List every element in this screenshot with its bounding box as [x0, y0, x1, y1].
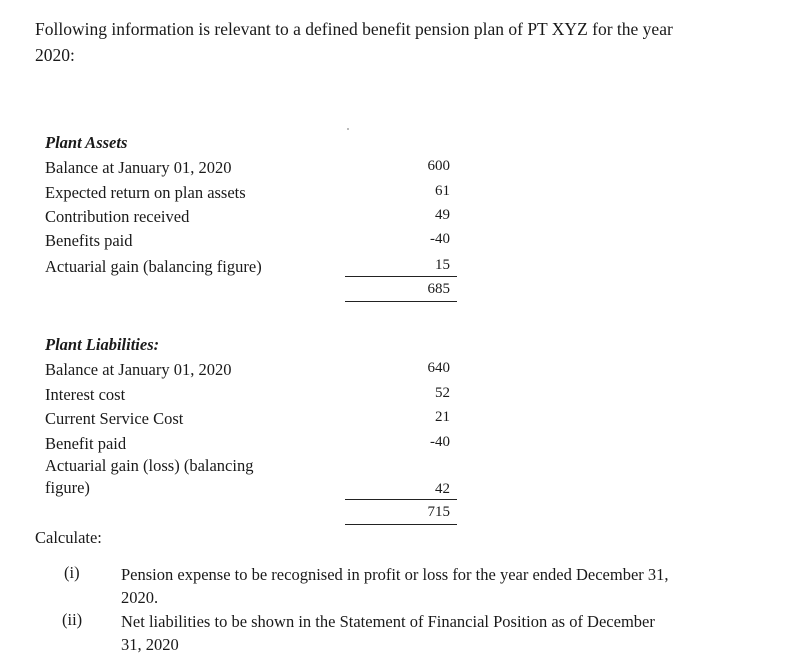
liabilities-total: 715	[427, 504, 450, 520]
calculate-label: Calculate:	[35, 528, 102, 547]
asset-row-label: Actuarial gain (balancing figure)	[45, 257, 262, 276]
intro-line-1: Following information is relevant to a defined benefit pension plan of PT XYZ for the year	[35, 19, 673, 39]
liability-row-value: 52	[435, 385, 450, 401]
intro-line-2: 2020:	[35, 45, 75, 65]
item-text-line: Pension expense to be recognised in profit or loss for the year ended December 31,	[121, 565, 669, 584]
liability-row-label-cont: figure)	[45, 478, 90, 497]
liability-row-value: 21	[435, 409, 450, 425]
liability-row-label: Current Service Cost	[45, 409, 184, 428]
asset-row-value: 15	[435, 257, 450, 273]
liability-row-value: 640	[427, 360, 450, 376]
asset-row-label: Contribution received	[45, 207, 190, 226]
intro-paragraph	[35, 16, 775, 68]
liability-row-label: Actuarial gain (loss) (balancing	[45, 456, 254, 475]
liability-row-value: 42	[435, 481, 450, 497]
liability-row-label: Balance at January 01, 2020	[45, 360, 232, 379]
asset-row-value: 600	[427, 158, 450, 174]
liability-row-label: Interest cost	[45, 385, 126, 404]
asset-row-label: Benefits paid	[45, 231, 133, 250]
subtotal-rule	[345, 499, 457, 500]
total-rule	[345, 301, 457, 302]
asset-row-label: Expected return on plan assets	[45, 183, 246, 202]
item-number: (i)	[64, 563, 80, 582]
item-text-line: Net liabilities to be shown in the Statement of Financial Position as of December	[121, 612, 655, 631]
asset-row-label: Balance at January 01, 2020	[45, 158, 232, 177]
total-rule	[345, 524, 457, 525]
asset-row-value: 61	[435, 183, 450, 199]
liability-row-label: Benefit paid	[45, 434, 127, 453]
item-text-line: 2020.	[121, 588, 159, 607]
asset-row-value: -40	[430, 231, 450, 247]
asset-row-value: 49	[435, 207, 450, 223]
assets-total: 685	[427, 281, 450, 297]
liability-row-value: -40	[430, 434, 450, 450]
item-text-line: 31, 2020	[121, 635, 179, 654]
plan-assets-heading: Plant Assets	[45, 133, 128, 152]
stray-mark	[347, 128, 349, 130]
item-number: (ii)	[62, 610, 83, 629]
subtotal-rule	[345, 276, 457, 277]
plan-liabilities-heading: Plant Liabilities:	[45, 335, 160, 354]
